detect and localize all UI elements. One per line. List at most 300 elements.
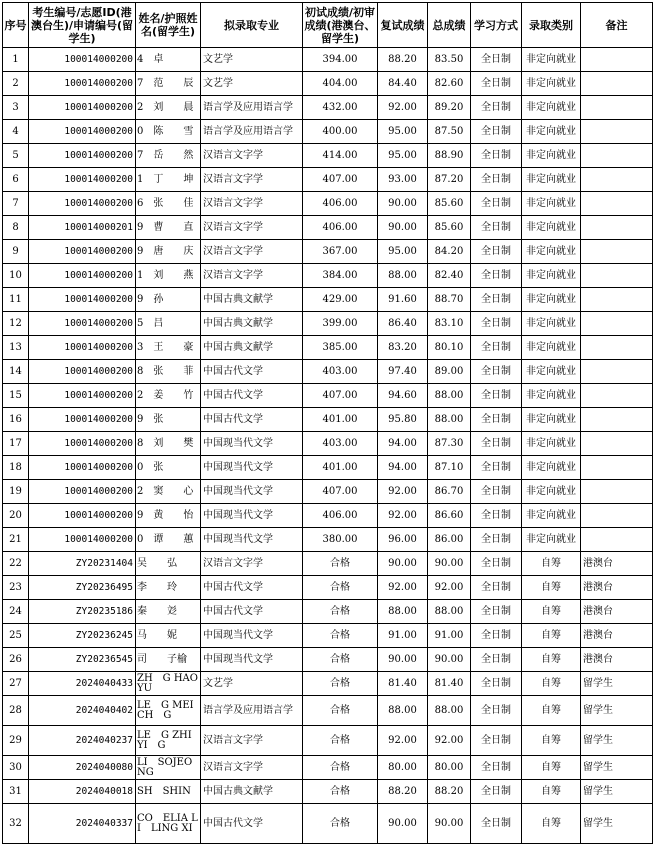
cell-name: 李 玲 xyxy=(136,576,201,600)
cell-total-score: 88.00 xyxy=(428,696,471,726)
table-row xyxy=(3,576,653,600)
cell-major: 汉语言文字学 xyxy=(201,192,303,216)
cell-total-score: 88.70 xyxy=(428,288,471,312)
cell-admission-category: 自筹 xyxy=(522,696,581,726)
cell-major: 中国现当代文学 xyxy=(201,480,303,504)
table-row xyxy=(3,312,653,336)
cell-seq: 23 xyxy=(3,576,29,600)
cell-first-score: 400.00 xyxy=(303,120,378,144)
table-row xyxy=(3,216,653,240)
cell-total-score: 85.60 xyxy=(428,192,471,216)
cell-first-score: 406.00 xyxy=(303,192,378,216)
cell-name: 6 张 佳 xyxy=(136,192,201,216)
cell-retest-score: 90.00 xyxy=(378,648,428,672)
cell-name: 9 唐 庆 xyxy=(136,240,201,264)
cell-total-score: 83.50 xyxy=(428,48,471,72)
cell-seq: 22 xyxy=(3,552,29,576)
cell-retest-score: 88.00 xyxy=(378,600,428,624)
cell-retest-score: 86.40 xyxy=(378,312,428,336)
cell-candidate-id: 100014000200 xyxy=(29,144,136,168)
cell-admission-category: 非定向就业 xyxy=(522,336,581,360)
cell-name: 1 刘 燕 xyxy=(136,264,201,288)
cell-total-score: 88.90 xyxy=(428,144,471,168)
table-row xyxy=(3,648,653,672)
cell-candidate-id: 100014000200 xyxy=(29,288,136,312)
cell-study-mode: 全日制 xyxy=(471,360,522,384)
cell-first-score: 399.00 xyxy=(303,312,378,336)
cell-name: 吴 弘 xyxy=(136,552,201,576)
cell-note: 港澳台 xyxy=(581,600,653,624)
cell-major: 中国古典文献学 xyxy=(201,780,303,804)
cell-note xyxy=(581,216,653,240)
cell-note: 港澳台 xyxy=(581,648,653,672)
cell-first-score: 429.00 xyxy=(303,288,378,312)
header-total-score: 总成绩 xyxy=(428,3,471,48)
table-row xyxy=(3,360,653,384)
cell-total-score: 90.00 xyxy=(428,648,471,672)
cell-study-mode: 全日制 xyxy=(471,72,522,96)
cell-first-score: 合格 xyxy=(303,648,378,672)
cell-retest-score: 91.00 xyxy=(378,624,428,648)
cell-total-score: 87.20 xyxy=(428,168,471,192)
cell-candidate-id: 100014000200 xyxy=(29,408,136,432)
cell-major: 中国古代文学 xyxy=(201,408,303,432)
cell-total-score: 82.40 xyxy=(428,264,471,288)
cell-note: 港澳台 xyxy=(581,624,653,648)
cell-first-score: 401.00 xyxy=(303,456,378,480)
cell-major: 汉语言文字学 xyxy=(201,552,303,576)
cell-study-mode: 全日制 xyxy=(471,696,522,726)
cell-admission-category: 非定向就业 xyxy=(522,72,581,96)
cell-seq: 32 xyxy=(3,804,29,844)
cell-note: 留学生 xyxy=(581,696,653,726)
cell-total-score: 84.20 xyxy=(428,240,471,264)
table-row xyxy=(3,624,653,648)
cell-admission-category: 非定向就业 xyxy=(522,528,581,552)
cell-admission-category: 非定向就业 xyxy=(522,192,581,216)
cell-total-score: 86.00 xyxy=(428,528,471,552)
cell-candidate-id: 2024040433 xyxy=(29,672,136,696)
cell-name: 8 刘 樊 xyxy=(136,432,201,456)
cell-candidate-id: 2024040337 xyxy=(29,804,136,844)
table-row xyxy=(3,756,653,780)
cell-retest-score: 81.40 xyxy=(378,672,428,696)
cell-admission-category: 非定向就业 xyxy=(522,312,581,336)
cell-major: 中国古典文献学 xyxy=(201,336,303,360)
cell-seq: 26 xyxy=(3,648,29,672)
cell-total-score: 83.10 xyxy=(428,312,471,336)
header-name: 姓名/护照姓名(留学生) xyxy=(136,3,201,48)
cell-note xyxy=(581,288,653,312)
cell-total-score: 90.00 xyxy=(428,804,471,844)
cell-total-score: 80.00 xyxy=(428,756,471,780)
cell-retest-score: 91.60 xyxy=(378,288,428,312)
cell-major: 中国现当代文学 xyxy=(201,528,303,552)
header-retest-score: 复试成绩 xyxy=(378,3,428,48)
cell-retest-score: 95.00 xyxy=(378,120,428,144)
cell-study-mode: 全日制 xyxy=(471,756,522,780)
cell-total-score: 80.10 xyxy=(428,336,471,360)
cell-note xyxy=(581,192,653,216)
cell-admission-category: 自筹 xyxy=(522,600,581,624)
cell-admission-category: 自筹 xyxy=(522,624,581,648)
cell-name: 7 范 辰 xyxy=(136,72,201,96)
cell-retest-score: 90.00 xyxy=(378,192,428,216)
cell-candidate-id: ZY20236245 xyxy=(29,624,136,648)
cell-retest-score: 97.40 xyxy=(378,360,428,384)
table-row xyxy=(3,96,653,120)
cell-major: 语言学及应用语言学 xyxy=(201,120,303,144)
header-seq: 序号 xyxy=(3,3,29,48)
cell-major: 文艺学 xyxy=(201,672,303,696)
cell-total-score: 89.20 xyxy=(428,96,471,120)
cell-retest-score: 94.00 xyxy=(378,456,428,480)
cell-major: 汉语言文字学 xyxy=(201,240,303,264)
cell-name: 马 妮 xyxy=(136,624,201,648)
cell-candidate-id: 100014000200 xyxy=(29,480,136,504)
cell-major: 汉语言文字学 xyxy=(201,216,303,240)
table-row xyxy=(3,528,653,552)
cell-total-score: 87.30 xyxy=(428,432,471,456)
cell-candidate-id: 2024040080 xyxy=(29,756,136,780)
cell-total-score: 92.00 xyxy=(428,726,471,756)
table-row xyxy=(3,264,653,288)
cell-seq: 5 xyxy=(3,144,29,168)
table-row xyxy=(3,288,653,312)
cell-seq: 19 xyxy=(3,480,29,504)
cell-name: LE G ZHI YI G xyxy=(136,726,201,756)
cell-study-mode: 全日制 xyxy=(471,120,522,144)
cell-candidate-id: 100014000200 xyxy=(29,48,136,72)
table-row xyxy=(3,480,653,504)
cell-major: 中国古代文学 xyxy=(201,600,303,624)
cell-seq: 25 xyxy=(3,624,29,648)
cell-name: 2 姜 竹 xyxy=(136,384,201,408)
cell-total-score: 88.00 xyxy=(428,384,471,408)
cell-seq: 11 xyxy=(3,288,29,312)
table-row xyxy=(3,600,653,624)
cell-note: 留学生 xyxy=(581,804,653,844)
cell-name: 9 曹 直 xyxy=(136,216,201,240)
cell-study-mode: 全日制 xyxy=(471,312,522,336)
cell-name: ZH G HAOYU xyxy=(136,672,201,696)
cell-admission-category: 自筹 xyxy=(522,672,581,696)
cell-total-score: 92.00 xyxy=(428,576,471,600)
cell-retest-score: 84.40 xyxy=(378,72,428,96)
cell-first-score: 合格 xyxy=(303,600,378,624)
cell-study-mode: 全日制 xyxy=(471,528,522,552)
cell-seq: 14 xyxy=(3,360,29,384)
cell-first-score: 合格 xyxy=(303,756,378,780)
cell-first-score: 合格 xyxy=(303,726,378,756)
cell-major: 中国现当代文学 xyxy=(201,648,303,672)
cell-retest-score: 94.60 xyxy=(378,384,428,408)
cell-admission-category: 非定向就业 xyxy=(522,288,581,312)
cell-study-mode: 全日制 xyxy=(471,192,522,216)
cell-seq: 18 xyxy=(3,456,29,480)
cell-first-score: 合格 xyxy=(303,576,378,600)
cell-seq: 13 xyxy=(3,336,29,360)
cell-major: 汉语言文字学 xyxy=(201,756,303,780)
cell-seq: 12 xyxy=(3,312,29,336)
cell-seq: 9 xyxy=(3,240,29,264)
cell-retest-score: 95.80 xyxy=(378,408,428,432)
table-row xyxy=(3,240,653,264)
cell-admission-category: 自筹 xyxy=(522,804,581,844)
cell-note xyxy=(581,240,653,264)
cell-note: 港澳台 xyxy=(581,576,653,600)
cell-first-score: 394.00 xyxy=(303,48,378,72)
cell-study-mode: 全日制 xyxy=(471,552,522,576)
header-id: 考生编号/志愿ID(港澳台生)/申请编号(留学生) xyxy=(29,3,136,48)
cell-seq: 15 xyxy=(3,384,29,408)
cell-first-score: 367.00 xyxy=(303,240,378,264)
cell-seq: 8 xyxy=(3,216,29,240)
cell-major: 汉语言文字学 xyxy=(201,168,303,192)
cell-candidate-id: 100014000200 xyxy=(29,504,136,528)
cell-name: LI SOJEONG xyxy=(136,756,201,780)
cell-major: 汉语言文字学 xyxy=(201,726,303,756)
cell-major: 中国现当代文学 xyxy=(201,624,303,648)
cell-candidate-id: 2024040237 xyxy=(29,726,136,756)
cell-study-mode: 全日制 xyxy=(471,600,522,624)
cell-seq: 30 xyxy=(3,756,29,780)
cell-seq: 24 xyxy=(3,600,29,624)
cell-first-score: 合格 xyxy=(303,552,378,576)
cell-admission-category: 自筹 xyxy=(522,576,581,600)
cell-admission-category: 非定向就业 xyxy=(522,168,581,192)
table-row xyxy=(3,696,653,726)
cell-retest-score: 94.00 xyxy=(378,432,428,456)
cell-first-score: 407.00 xyxy=(303,384,378,408)
cell-major: 中国古代文学 xyxy=(201,576,303,600)
cell-candidate-id: 100014000200 xyxy=(29,192,136,216)
cell-study-mode: 全日制 xyxy=(471,456,522,480)
cell-retest-score: 95.00 xyxy=(378,144,428,168)
cell-retest-score: 90.00 xyxy=(378,216,428,240)
cell-major: 汉语言文字学 xyxy=(201,144,303,168)
cell-note xyxy=(581,72,653,96)
cell-candidate-id: 100014000200 xyxy=(29,240,136,264)
cell-admission-category: 非定向就业 xyxy=(522,48,581,72)
cell-note xyxy=(581,336,653,360)
cell-candidate-id: ZY20236495 xyxy=(29,576,136,600)
table-row xyxy=(3,192,653,216)
table-row xyxy=(3,672,653,696)
cell-note xyxy=(581,96,653,120)
cell-name: 9 黄 怡 xyxy=(136,504,201,528)
cell-admission-category: 非定向就业 xyxy=(522,408,581,432)
cell-first-score: 406.00 xyxy=(303,504,378,528)
cell-admission-category: 自筹 xyxy=(522,552,581,576)
cell-study-mode: 全日制 xyxy=(471,48,522,72)
cell-first-score: 404.00 xyxy=(303,72,378,96)
cell-total-score: 86.70 xyxy=(428,480,471,504)
table-row xyxy=(3,804,653,844)
cell-seq: 21 xyxy=(3,528,29,552)
table-body xyxy=(3,48,653,844)
cell-study-mode: 全日制 xyxy=(471,384,522,408)
cell-seq: 28 xyxy=(3,696,29,726)
cell-retest-score: 96.00 xyxy=(378,528,428,552)
cell-first-score: 合格 xyxy=(303,696,378,726)
cell-note xyxy=(581,312,653,336)
cell-total-score: 86.60 xyxy=(428,504,471,528)
cell-retest-score: 88.00 xyxy=(378,264,428,288)
cell-name: 3 王 豪 xyxy=(136,336,201,360)
cell-name: 1 丁 坤 xyxy=(136,168,201,192)
cell-candidate-id: 100014000200 xyxy=(29,336,136,360)
cell-admission-category: 自筹 xyxy=(522,756,581,780)
cell-candidate-id: 2024040402 xyxy=(29,696,136,726)
cell-retest-score: 88.20 xyxy=(378,48,428,72)
cell-name: 0 张 xyxy=(136,456,201,480)
cell-candidate-id: 100014000200 xyxy=(29,432,136,456)
cell-retest-score: 92.00 xyxy=(378,480,428,504)
cell-total-score: 91.00 xyxy=(428,624,471,648)
table-row xyxy=(3,780,653,804)
cell-retest-score: 92.00 xyxy=(378,576,428,600)
cell-study-mode: 全日制 xyxy=(471,408,522,432)
cell-major: 汉语言文字学 xyxy=(201,264,303,288)
cell-major: 中国古典文献学 xyxy=(201,288,303,312)
cell-note xyxy=(581,264,653,288)
cell-note xyxy=(581,528,653,552)
cell-candidate-id: ZY20231404 xyxy=(29,552,136,576)
cell-first-score: 合格 xyxy=(303,804,378,844)
cell-major: 语言学及应用语言学 xyxy=(201,96,303,120)
cell-name: 9 孙 xyxy=(136,288,201,312)
cell-candidate-id: 100014000200 xyxy=(29,120,136,144)
table-row xyxy=(3,120,653,144)
cell-note xyxy=(581,480,653,504)
cell-candidate-id: 100014000200 xyxy=(29,312,136,336)
cell-note: 留学生 xyxy=(581,726,653,756)
cell-name: 秦 彣 xyxy=(136,600,201,624)
cell-admission-category: 非定向就业 xyxy=(522,360,581,384)
table-row xyxy=(3,408,653,432)
cell-first-score: 403.00 xyxy=(303,432,378,456)
cell-note xyxy=(581,504,653,528)
cell-study-mode: 全日制 xyxy=(471,96,522,120)
cell-first-score: 432.00 xyxy=(303,96,378,120)
cell-first-score: 合格 xyxy=(303,780,378,804)
cell-candidate-id: ZY20235186 xyxy=(29,600,136,624)
cell-name: 0 谭 蕙 xyxy=(136,528,201,552)
cell-major: 中国古典文献学 xyxy=(201,312,303,336)
cell-total-score: 85.60 xyxy=(428,216,471,240)
cell-note: 留学生 xyxy=(581,672,653,696)
header-first-score: 初试成绩/初审成绩(港澳台、留学生) xyxy=(303,3,378,48)
cell-major: 中国古代文学 xyxy=(201,804,303,844)
cell-seq: 2 xyxy=(3,72,29,96)
cell-study-mode: 全日制 xyxy=(471,336,522,360)
cell-study-mode: 全日制 xyxy=(471,780,522,804)
cell-name: LE G MEI CH G xyxy=(136,696,201,726)
cell-admission-category: 自筹 xyxy=(522,726,581,756)
cell-seq: 27 xyxy=(3,672,29,696)
cell-study-mode: 全日制 xyxy=(471,216,522,240)
cell-retest-score: 90.00 xyxy=(378,804,428,844)
header-row xyxy=(3,3,653,48)
cell-note: 留学生 xyxy=(581,756,653,780)
cell-retest-score: 90.00 xyxy=(378,552,428,576)
table-row xyxy=(3,72,653,96)
cell-note xyxy=(581,432,653,456)
cell-total-score: 87.10 xyxy=(428,456,471,480)
cell-candidate-id: 100014000200 xyxy=(29,96,136,120)
cell-retest-score: 88.20 xyxy=(378,780,428,804)
cell-admission-category: 自筹 xyxy=(522,648,581,672)
cell-seq: 6 xyxy=(3,168,29,192)
cell-study-mode: 全日制 xyxy=(471,144,522,168)
cell-candidate-id: 100014000200 xyxy=(29,360,136,384)
cell-admission-category: 非定向就业 xyxy=(522,120,581,144)
cell-admission-category: 非定向就业 xyxy=(522,96,581,120)
cell-total-score: 89.00 xyxy=(428,360,471,384)
cell-note: 留学生 xyxy=(581,780,653,804)
table-row xyxy=(3,432,653,456)
cell-note xyxy=(581,384,653,408)
cell-name: 4 卓 xyxy=(136,48,201,72)
cell-candidate-id: 100014000200 xyxy=(29,168,136,192)
cell-candidate-id: 2024040018 xyxy=(29,780,136,804)
cell-candidate-id: 100014000200 xyxy=(29,384,136,408)
cell-retest-score: 92.00 xyxy=(378,504,428,528)
cell-name: 2 刘 晨 xyxy=(136,96,201,120)
cell-first-score: 合格 xyxy=(303,624,378,648)
cell-seq: 10 xyxy=(3,264,29,288)
cell-study-mode: 全日制 xyxy=(471,624,522,648)
cell-admission-category: 非定向就业 xyxy=(522,240,581,264)
table-row xyxy=(3,456,653,480)
cell-seq: 20 xyxy=(3,504,29,528)
table-row xyxy=(3,168,653,192)
header-note: 备注 xyxy=(581,3,653,48)
cell-seq: 29 xyxy=(3,726,29,756)
cell-seq: 4 xyxy=(3,120,29,144)
cell-admission-category: 非定向就业 xyxy=(522,504,581,528)
cell-name: 7 岳 然 xyxy=(136,144,201,168)
cell-admission-category: 非定向就业 xyxy=(522,480,581,504)
cell-major: 文艺学 xyxy=(201,72,303,96)
header-major: 拟录取专业 xyxy=(201,3,303,48)
cell-seq: 7 xyxy=(3,192,29,216)
cell-total-score: 90.00 xyxy=(428,552,471,576)
cell-study-mode: 全日制 xyxy=(471,288,522,312)
cell-candidate-id: 100014000200 xyxy=(29,72,136,96)
cell-note xyxy=(581,48,653,72)
cell-first-score: 403.00 xyxy=(303,360,378,384)
cell-admission-category: 非定向就业 xyxy=(522,384,581,408)
cell-retest-score: 92.00 xyxy=(378,96,428,120)
cell-admission-category: 自筹 xyxy=(522,780,581,804)
cell-study-mode: 全日制 xyxy=(471,240,522,264)
cell-name: CO ELIA LI LING XI xyxy=(136,804,201,844)
cell-note xyxy=(581,408,653,432)
cell-name: 0 陈 雪 xyxy=(136,120,201,144)
table-row xyxy=(3,504,653,528)
table-row xyxy=(3,48,653,72)
cell-note xyxy=(581,168,653,192)
cell-note xyxy=(581,144,653,168)
cell-seq: 3 xyxy=(3,96,29,120)
cell-study-mode: 全日制 xyxy=(471,168,522,192)
cell-first-score: 406.00 xyxy=(303,216,378,240)
cell-study-mode: 全日制 xyxy=(471,480,522,504)
table-row xyxy=(3,552,653,576)
cell-admission-category: 非定向就业 xyxy=(522,432,581,456)
